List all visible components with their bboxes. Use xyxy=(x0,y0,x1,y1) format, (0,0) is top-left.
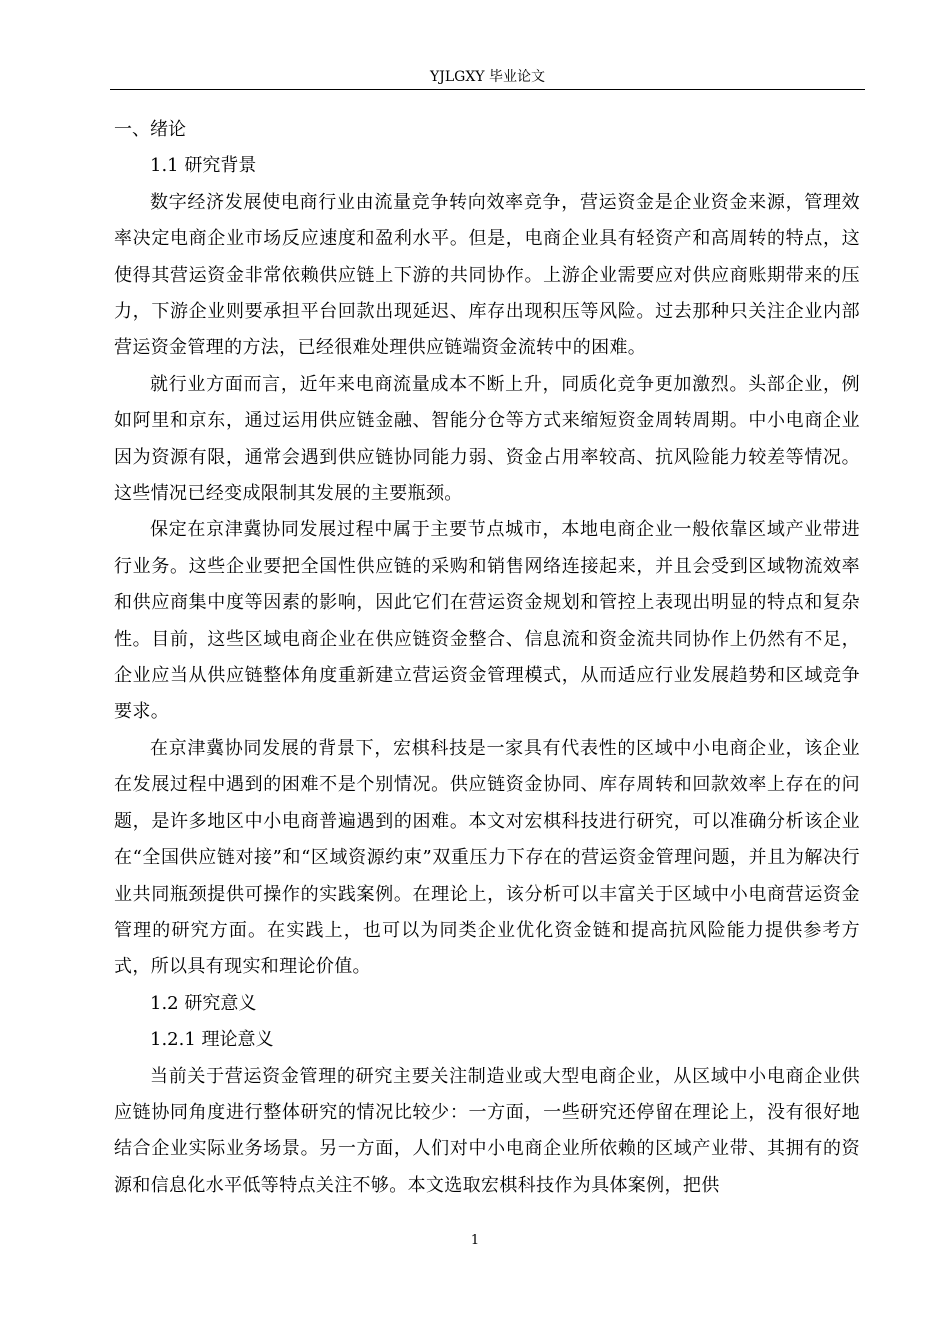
section-heading-1-1: 1.1 研究背景 xyxy=(150,155,257,177)
paragraph: 就行业方面而言，近年来电商流量成本不断上升，同质化竞争更加激烈。头部企业，例如阿里和京东，通过运用供应链金融、智能分仓等方式来缩短资金周转周期。中小电商企业因为资源有限，通常会遇到供应链协同能力弱、资金占用率较高、抗风险能力较差等情况。这些情况已经变成限制其发展的主要瓶颈。 xyxy=(114,373,860,505)
header-divider xyxy=(110,89,865,90)
page-number: 1 xyxy=(470,1233,480,1248)
paragraph: 保定在京津冀协同发展过程中属于主要节点城市，本地电商企业一般依靠区域产业带进行业务。这些企业要把全国性供应链的采购和销售网络连接起来，并且会受到区域物流效率和供应商集中度等因素的影响，因此它们在营运资金规划和管控上表现出明显的特点和复杂性。目前，这些区域电商企业在供应链资金整合、信息流和资金流共同协作上仍然有不足，企业应当从供应链整体角度重新建立营运资金管理模式，从而适应行业发展趋势和区域竞争要求。 xyxy=(114,519,860,723)
document-body xyxy=(114,112,860,1204)
chapter-title: 一、绪论 xyxy=(114,119,186,140)
subsection-heading-1-2-1: 1.2.1 理论意义 xyxy=(150,1029,274,1051)
paragraph: 在京津冀协同发展的背景下，宏棋科技是一家具有代表性的区域中小电商企业，该企业在发展过程中遇到的困难不是个别情况。供应链资金协同、库存周转和回款效率上存在的问题，是许多地区中小电商普遍遇到的困难。本文对宏棋科技进行研究，可以准确分析该企业在“全国供应链对接”和“区域资源约束”双重压力下存在的营运资金管理问题，并且为解决行业共同瓶颈提供可操作的实践案例。在理论上，该分析可以丰富关于区域中小电商营运资金管理的研究方面。在实践上，也可以为同类企业优化资金链和提高抗风险能力提供参考方式，所以具有现实和理论价值。 xyxy=(114,737,860,978)
running-header: YJLGXY 毕业论文 xyxy=(430,69,545,85)
paragraph: 数字经济发展使电商行业由流量竞争转向效率竞争，营运资金是企业资金来源，管理效率决定电商企业市场反应速度和盈利水平。但是，电商企业具有轻资产和高周转的特点，这使得其营运资金非常依赖供应链上下游的共同协作。上游企业需要应对供应商账期带来的压力，下游企业则要承担平台回款出现延迟、库存出现积压等风险。过去那种只关注企业内部营运资金管理的方法，已经很难处理供应链端资金流转中的困难。 xyxy=(114,191,860,359)
section-heading-1-2: 1.2 研究意义 xyxy=(150,992,257,1014)
paragraph: 当前关于营运资金管理的研究主要关注制造业或大型电商企业，从区域中小电商企业供应链协同角度进行整体研究的情况比较少：一方面，一些研究还停留在理论上，没有很好地结合企业实际业务场景。另一方面，人们对中小电商企业所依赖的区域产业带、其拥有的资源和信息化水平低等特点关注不够。本文选取宏棋科技作为具体案例，把供 xyxy=(114,1065,860,1196)
